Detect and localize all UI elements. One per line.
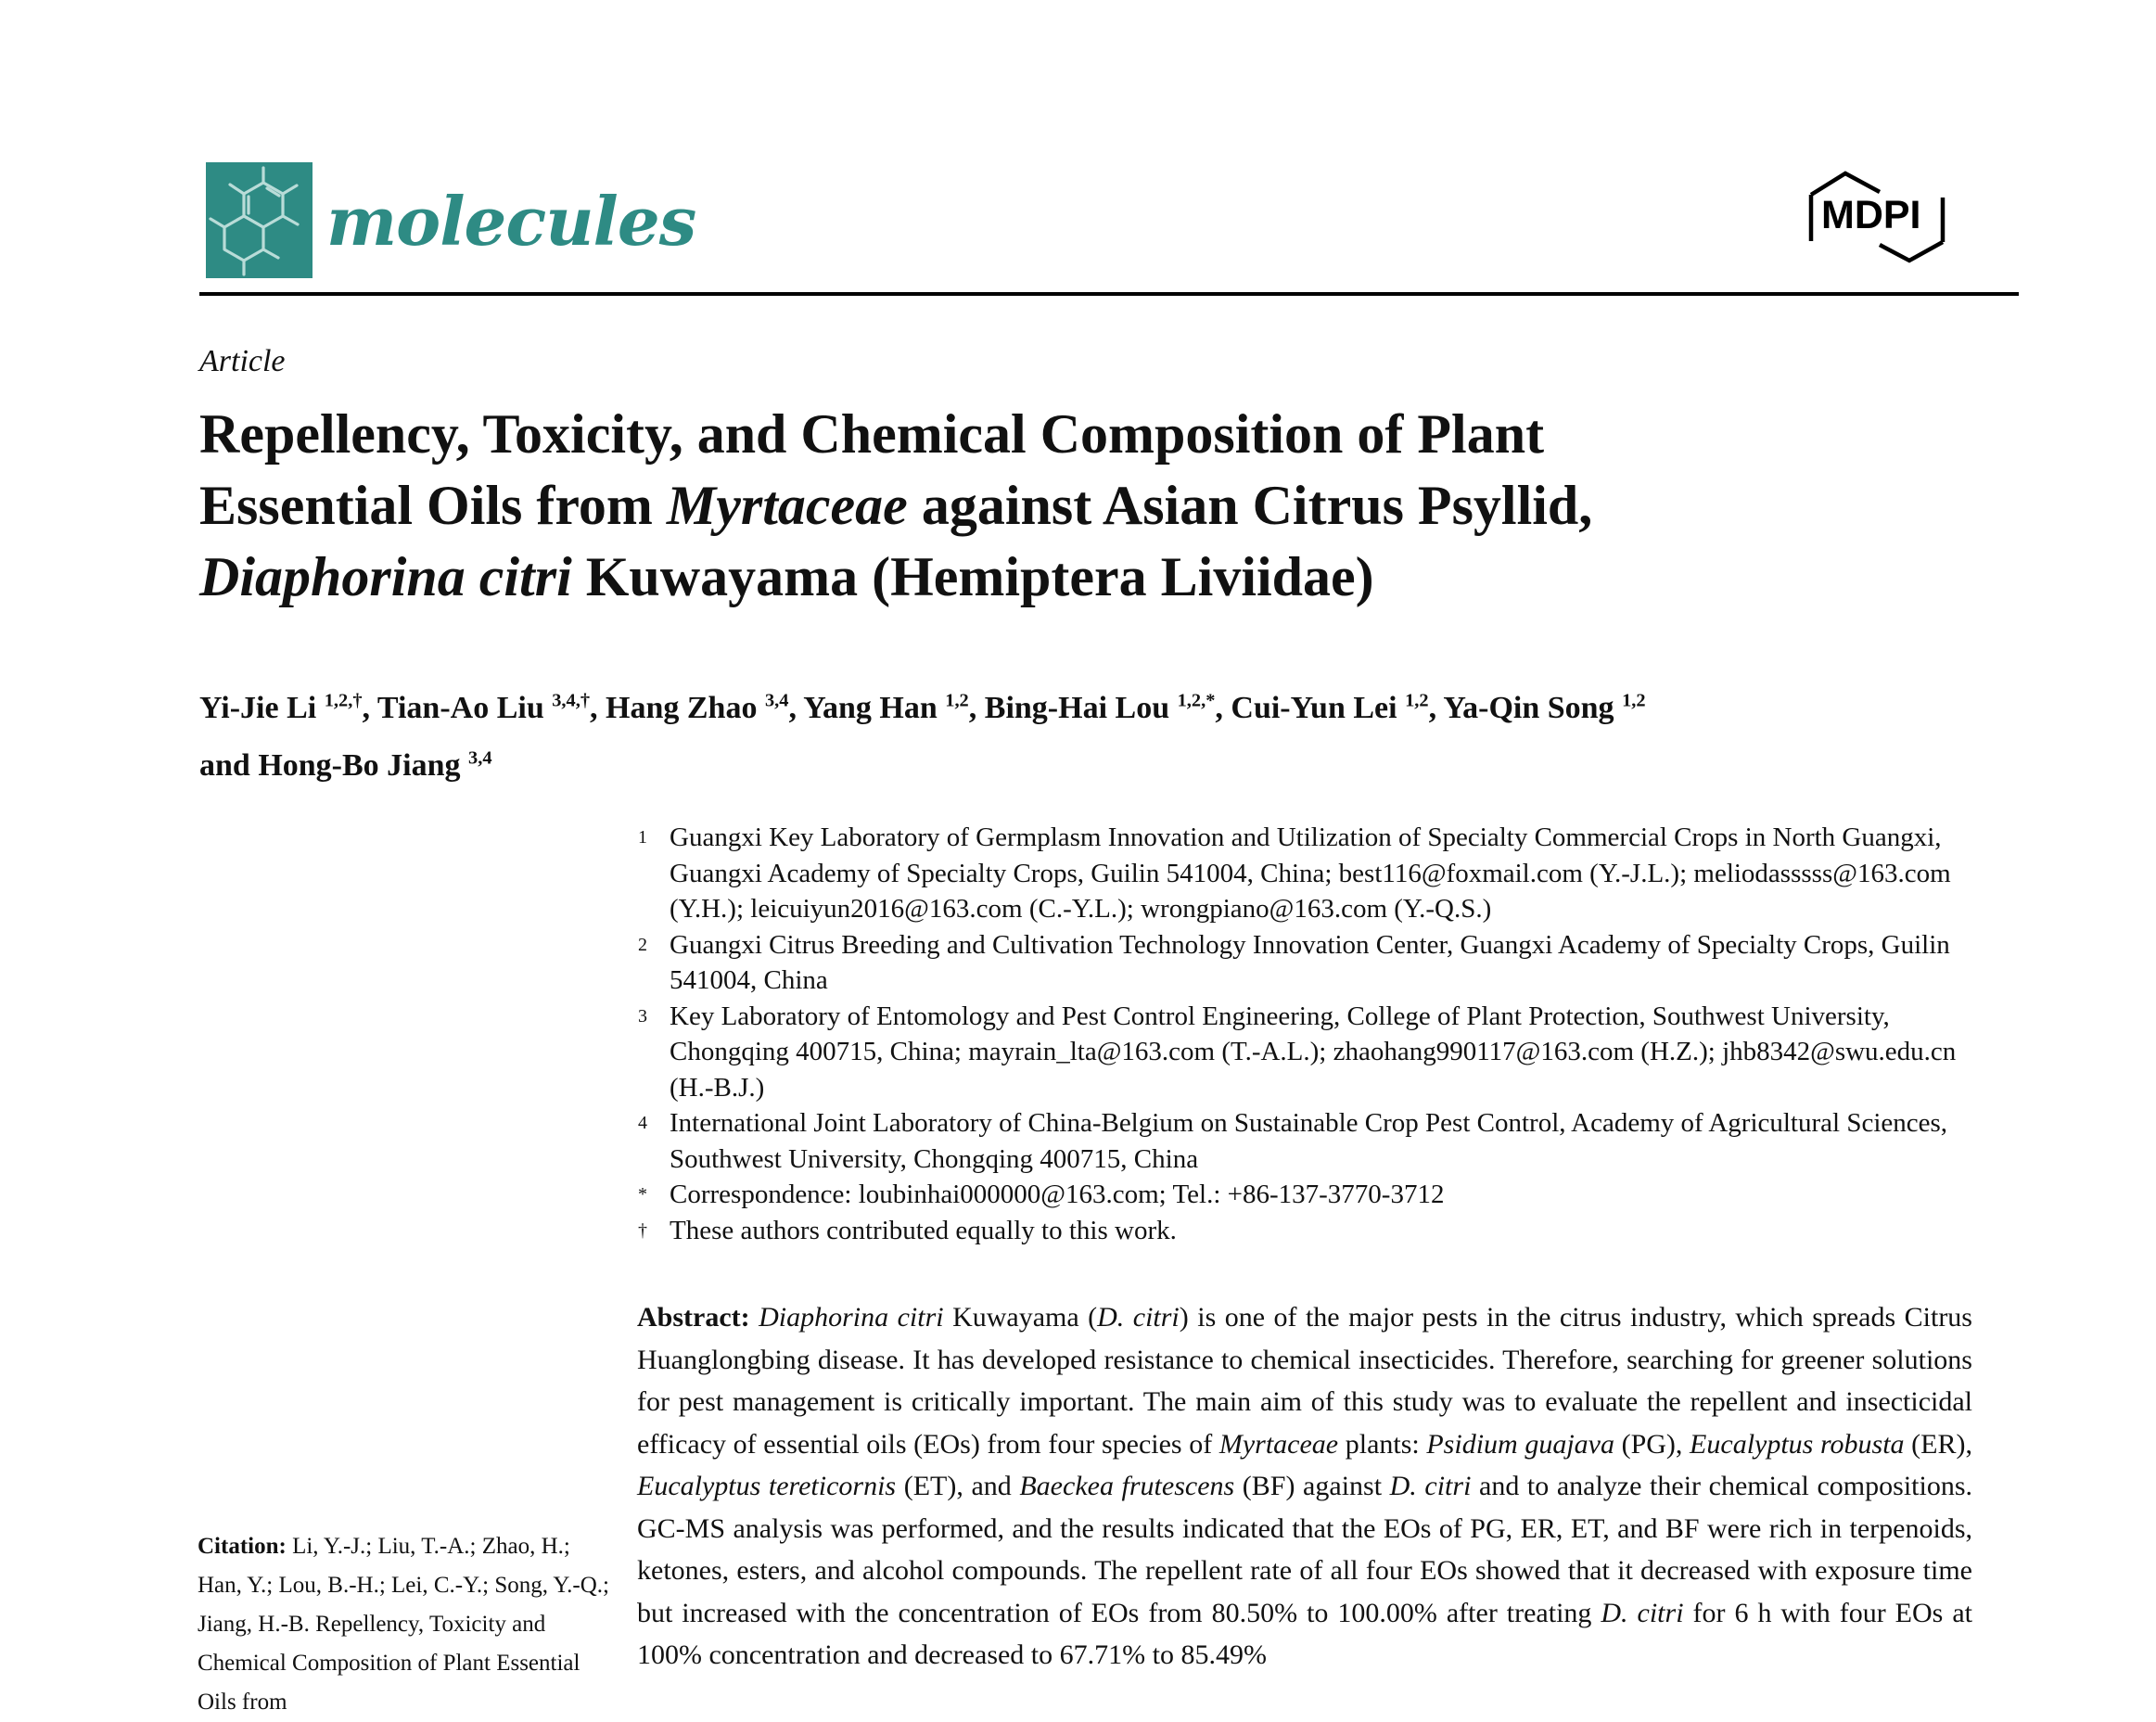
affiliation-text: Key Laboratory of Entomology and Pest Control Engineering, College of Plant Protection, Southwest University, Chongqing 400715, China; mayrain_lta@163.com (T.-A.L.); zhaohang990117@163.com (H.Z.); jhb8342@swu.edu.cn (H.-B.J.) (670, 1001, 1957, 1103)
affiliation-item (638, 820, 1973, 927)
equal-contribution-note (638, 1213, 1973, 1249)
header-rule (199, 292, 2019, 296)
affiliation-text: Guangxi Citrus Breeding and Cultivation Technology Innovation Center, Guangxi Academy of Specialty Crops, Guilin 541004, China (670, 929, 1950, 995)
citation-note: Citation: Li, Y.-J.; Liu, T.-A.; Zhao, H.; Han, Y.; Lou, B.-H.; Lei, C.-Y.; Song, Y.-Q.; Jiang, H.-B. Repellency, Toxicity and Chemical Composition of Plant Essential Oils from (198, 1534, 609, 1715)
affiliation-text: Guangxi Key Laboratory of Germplasm Innovation and Utilization of Specialty Commercial Crops in North Guangxi, Guangxi Academy of Specialty Crops, Guilin 541004, China; best116@foxmail.com (Y.-J.L.); meliodasssss@163.com (Y.H.); leicuiyun2016@163.com (C.-Y.L.); wrongpiano@163.com (Y.-Q.S.) (670, 823, 1951, 924)
affiliation-item (638, 927, 1973, 999)
paper-title: Repellency, Toxicity, and Chemical Composition of Plant Essential Oils from Myrtaceae against Asian Citrus Psyllid, Diaphorina citri Kuwayama (Hemiptera Liviidae) (199, 403, 1593, 607)
abstract-paragraph: Abstract: Diaphorina citri Kuwayama (D. citri) is one of the major pests in the citrus industry, which spreads Citrus Huanglongbing disease. It has developed resistance to chemical insecticides. Therefore, searching for greener solutions for pest management is critically important. The main aim of this study was to evaluate the repellent and insecticidal efficacy of essential oils (EOs) from four species of Myrtaceae plants: Psidium guajava (PG), Eucalyptus robusta (ER), Eucalyptus tereticornis (ET), and Baeckea frutescens (BF) against D. citri and to analyze their chemical compositions. GC-MS analysis was performed, and the results indicated that the EOs of PG, ER, ET, and BF were rich in terpenoids, ketones, esters, and alcohol compounds. The repellent rate of all four EOs showed that it decreased with exposure time but increased with the concentration of EOs from 80.50% to 100.00% after treating D. citri for 6 h with four EOs at 100% concentration and decreased to 67.71% to 85.49% (637, 1302, 1972, 1670)
affiliation-item (638, 1105, 1973, 1177)
affiliation-marker: 2 (638, 934, 647, 955)
affiliation-marker: 3 (638, 1005, 647, 1027)
affiliation-marker: 1 (638, 827, 647, 848)
affiliation-text: Correspondence: loubinhai000000@163.com; Tel.: +86-137-3770-3712 (670, 1180, 1445, 1209)
affiliation-text: International Joint Laboratory of China-Belgium on Sustainable Crop Pest Control, Academy of Agricultural Sciences, Southwest University, Chongqing 400715, China (670, 1108, 1948, 1174)
author-list: Yi-Jie Li $^{1,2,\dagger}$, Tian-Ao Liu $^{3,4,\dagger}$, Hang Zhao $^{3,4}$, Yang Han $^{1,2}$, Bing-Hai Lou $^{1,2,*}$, Cui-Yun Lei $^{1,2}$, Ya-Qin Song $^{1,2}$ and Hong-Bo Jiang $^{3,4}$ (199, 690, 1646, 783)
affiliation-marker: 4 (638, 1113, 647, 1133)
journal-logo (206, 162, 313, 278)
article-type-label: Article (199, 344, 286, 378)
affiliation-marker: † (638, 1219, 647, 1241)
affiliation-marker: * (638, 1184, 647, 1205)
affiliation-item (638, 999, 1973, 1106)
molecule-icon (206, 162, 313, 278)
correspondence-note (638, 1177, 1973, 1213)
mdpi-logo-text: MDPI (1821, 193, 1921, 237)
affiliation-list (638, 820, 1973, 1248)
journal-wordmark: molecules (326, 182, 696, 261)
affiliation-text: These authors contributed equally to this work. (670, 1215, 1177, 1245)
